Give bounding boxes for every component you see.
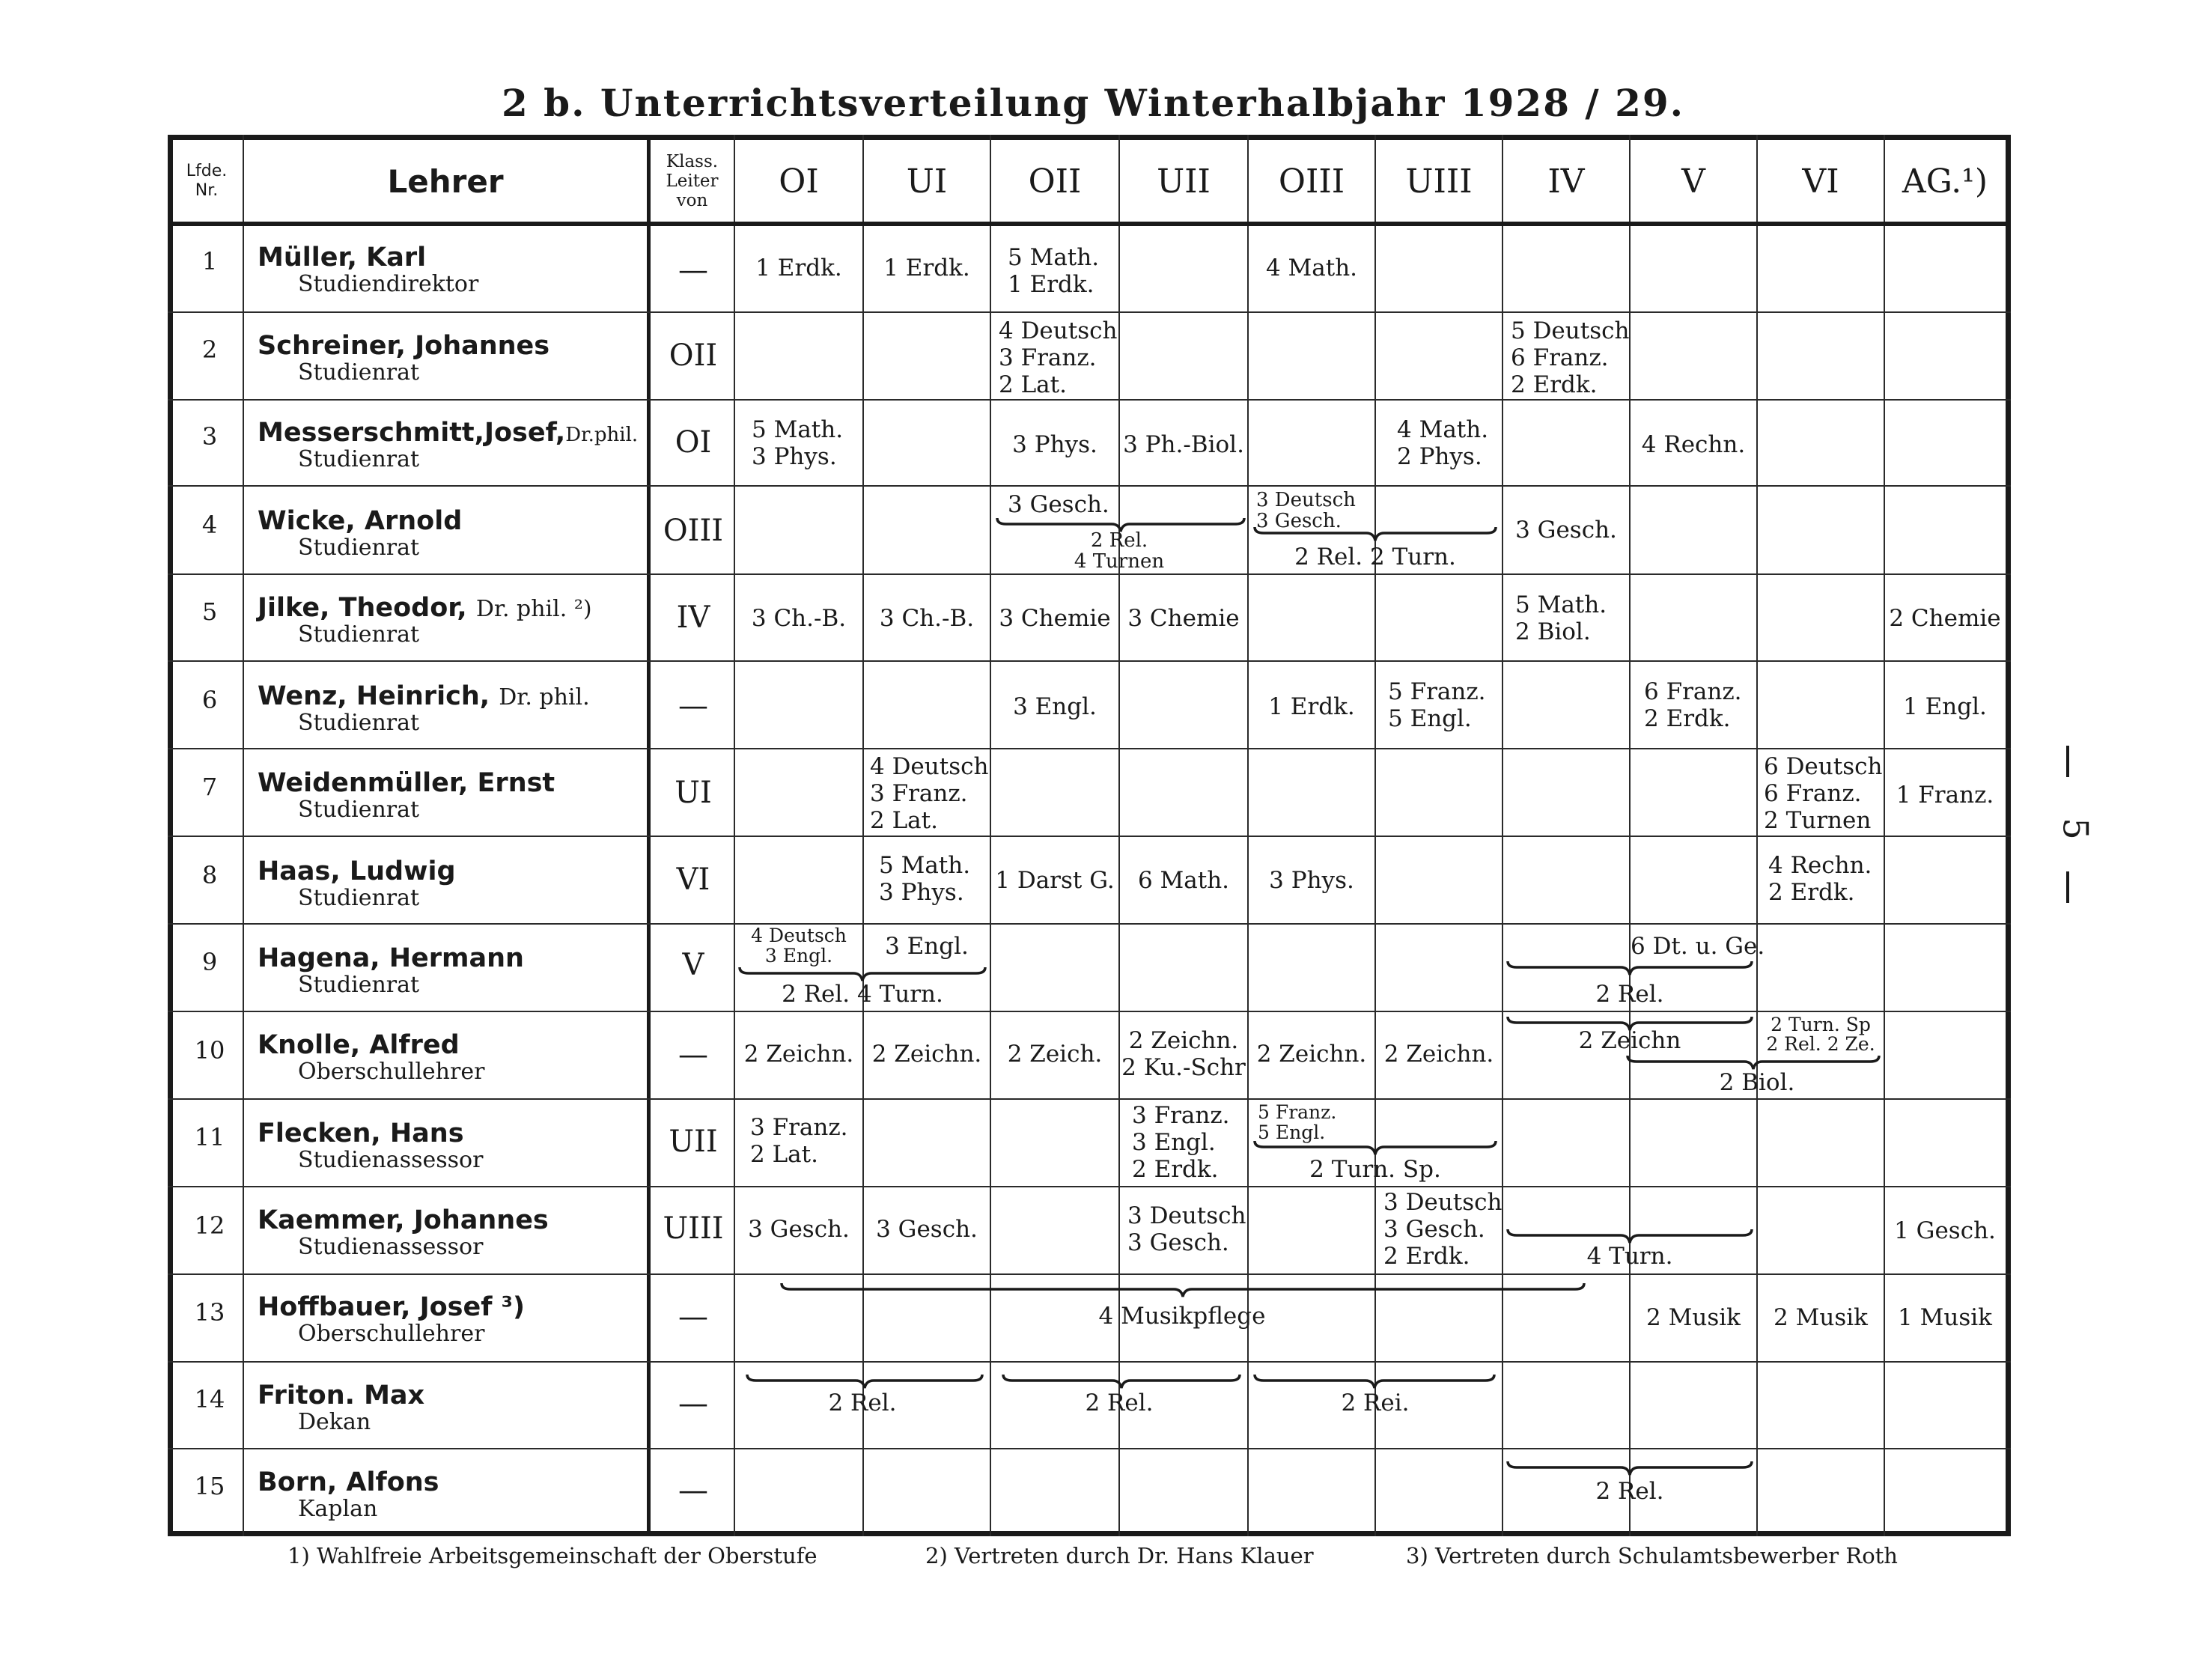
- cell-r5-oi: 3 Ch.-B.: [751, 605, 847, 632]
- class-leader: —: [678, 1473, 708, 1508]
- cell-line: 1 Erdk.: [1008, 271, 1094, 298]
- row-number: 3: [201, 422, 218, 451]
- cell-r4-oii: 3 Gesch.: [1008, 491, 1109, 518]
- class-leader: OI: [675, 425, 712, 460]
- cell-r12-oi: 3 Gesch.: [748, 1216, 850, 1243]
- cell-line: 6 Franz.: [1764, 780, 1862, 807]
- teacher-title: Studienrat: [298, 535, 420, 561]
- cell-line: 3 Engl.: [1132, 1129, 1216, 1156]
- cell-line: 5 Math.: [1008, 244, 1100, 271]
- cell-line: 5 Math.: [1515, 591, 1607, 618]
- cell-r9-oi-ui: 2 Rel. 4 Turn.: [782, 981, 943, 1008]
- cell-line: 4 Deutsch: [870, 753, 989, 780]
- cell-r3-v: 4 Rechn.: [1641, 431, 1746, 458]
- grid-line: [168, 1098, 2011, 1100]
- cell-line: 2 Zeichn.: [1128, 1027, 1239, 1054]
- cell-line: 2 Erdk.: [1132, 1156, 1219, 1183]
- page-number: 5: [2055, 818, 2096, 840]
- row-number: 6: [201, 686, 218, 714]
- row-number: 4: [201, 511, 218, 539]
- cell-line: 3 Phys.: [879, 879, 964, 906]
- footnote-3: 3) Vertreten durch Schulamtsbewerber Roth: [1406, 1543, 1898, 1568]
- cell-line: 4 Math.: [1397, 416, 1489, 443]
- cell-line: 3 Franz.: [999, 344, 1097, 371]
- class-leader: UI: [675, 776, 712, 810]
- teacher-title: Studiendirektor: [298, 271, 479, 297]
- brace-r13-oi-iv: [780, 1282, 1586, 1300]
- cell-line: 4 Turnen: [1074, 550, 1165, 573]
- teacher-name: [258, 418, 638, 448]
- teacher-name: Hoffbauer, Josef ³): [258, 1292, 525, 1322]
- cell-r3-uii: 3 Ph.-Biol.: [1123, 431, 1244, 458]
- cell-r5-ag: 2 Chemie: [1889, 605, 2001, 632]
- class-leader: UIII: [663, 1211, 724, 1246]
- cell-line: 2 Rel.: [1090, 529, 1148, 552]
- cell-r12-ui: 3 Gesch.: [876, 1216, 978, 1243]
- teacher-title: Kaplan: [298, 1496, 378, 1522]
- page-number-dash: [2066, 746, 2069, 777]
- grid-line: [168, 748, 2011, 749]
- teacher-name: Hagena, Hermann: [258, 943, 524, 973]
- teacher-title: Studienrat: [298, 885, 420, 911]
- teacher-title: Studienrat: [298, 359, 420, 386]
- teacher-name: Müller, Karl: [258, 243, 427, 273]
- cell-r2-oii: [999, 317, 1117, 398]
- header-teacher: Lehrer: [387, 162, 504, 200]
- cell-r10-v-vi: 2 Biol.: [1719, 1069, 1795, 1096]
- brace-r15-iv-v: [1506, 1460, 1753, 1478]
- cell-r5-iv: [1515, 591, 1607, 645]
- cell-line: 5 Franz.: [1258, 1101, 1337, 1123]
- cell-r3-uiii: [1397, 416, 1488, 470]
- header-leader-line: von: [676, 191, 708, 210]
- teacher-name: [258, 681, 590, 711]
- header-class-iv: IV: [1547, 162, 1585, 201]
- cell-r11-oiii-uiii: 2 Turn. Sp.: [1309, 1156, 1441, 1183]
- class-leader: OIII: [663, 514, 724, 548]
- cell-line: 2 Phys.: [1397, 443, 1482, 470]
- teacher-title: Oberschullehrer: [298, 1321, 485, 1347]
- teacher-title: Studienassessor: [298, 1147, 484, 1173]
- teacher-name: Flecken, Hans: [258, 1119, 464, 1148]
- cell-r7-ui: [870, 753, 988, 834]
- cell-line: 3 Gesch.: [1127, 1229, 1229, 1256]
- cell-r11-oiii: [1258, 1102, 1336, 1142]
- cell-r9-oi: [735, 925, 862, 966]
- brace-r9-iv-v: [1506, 960, 1753, 978]
- class-leader: —: [678, 1038, 708, 1072]
- grid-line: [168, 1448, 2011, 1449]
- teacher-name-suffix: Dr. phil. ²): [475, 596, 592, 622]
- cell-line: 2 Erdk.: [1383, 1243, 1470, 1270]
- row-number: 1: [201, 247, 218, 276]
- header-class-ui: UI: [906, 162, 948, 201]
- class-leader: UII: [669, 1124, 718, 1159]
- cell-line: 3 Phys.: [752, 443, 837, 470]
- brace-r4-oiii-uiii: [1253, 526, 1497, 544]
- row-number: 2: [201, 335, 218, 364]
- cell-line: 2 Ku.-Schr: [1121, 1054, 1246, 1081]
- class-leader: —: [678, 1387, 708, 1421]
- teacher-name-main: Wenz, Heinrich,: [258, 681, 490, 711]
- teacher-name-main: Messerschmitt,Josef,: [258, 418, 566, 448]
- teacher-title: Studienrat: [298, 797, 420, 823]
- header-class-v: V: [1681, 162, 1705, 201]
- cell-line: 2 Biol.: [1515, 618, 1591, 645]
- teacher-title: Dekan: [298, 1409, 371, 1435]
- cell-r14-oiii-uiii: 2 Rei.: [1341, 1390, 1410, 1416]
- class-leader: OII: [669, 338, 718, 373]
- cell-line: 6 Deutsch: [1764, 753, 1883, 780]
- cell-line: 2 Erdk.: [1644, 705, 1731, 732]
- header-class-ag: AG.¹): [1902, 162, 1988, 201]
- cell-line: 3 Engl.: [764, 945, 833, 967]
- cell-r4-oii-uii: [991, 530, 1247, 572]
- header-leader-line: Klass.: [666, 152, 719, 171]
- row-number: 10: [194, 1036, 225, 1065]
- teacher-title: Studienassessor: [298, 1234, 484, 1260]
- cell-line: 3 Franz.: [1132, 1102, 1230, 1129]
- cell-r13-ag: 1 Musik: [1898, 1304, 1992, 1331]
- header-nr-line: Nr.: [195, 181, 219, 200]
- cell-line: 4 Deutsch: [751, 925, 847, 946]
- cell-r14-oii-uii: 2 Rel.: [1085, 1390, 1154, 1416]
- grid-line: [168, 573, 2011, 575]
- cell-r3-oi: [752, 416, 843, 470]
- grid-line: [168, 399, 2011, 401]
- cell-r9-iv-v: 2 Rel.: [1595, 981, 1664, 1008]
- footnote-1: 1) Wahlfreie Arbeitsgemeinschaft der Oberstufe: [287, 1543, 818, 1568]
- cell-r4-oiii-uiii: 2 Rel. 2 Turn.: [1294, 544, 1456, 570]
- grid-line: [168, 1361, 2011, 1363]
- grid-line: [168, 485, 2011, 487]
- cell-r7-ag: 1 Franz.: [1896, 782, 1994, 809]
- cell-line: 4 Deutsch: [999, 317, 1118, 344]
- cell-line: 2 Lat.: [870, 807, 938, 834]
- grid-line: [168, 1186, 2011, 1187]
- cell-line: 2 Erdk.: [1768, 879, 1855, 906]
- cell-line: 2 Lat.: [750, 1141, 818, 1168]
- cell-r6-v: [1644, 678, 1742, 732]
- brace-r14-oiii-uiii: [1253, 1373, 1496, 1391]
- cell-line: 2 Turn. Sp: [1771, 1014, 1871, 1035]
- teacher-name: Weidenmüller, Ernst: [258, 768, 555, 798]
- cell-r2-iv: [1511, 317, 1629, 398]
- cell-r8-oii: 1 Darst G.: [995, 867, 1115, 894]
- teacher-title: Studienrat: [298, 972, 420, 998]
- teacher-name: Knolle, Alfred: [258, 1030, 460, 1060]
- cell-r7-vi: [1764, 753, 1882, 834]
- cell-line: 5 Engl.: [1388, 705, 1472, 732]
- cell-r10-vi: [1758, 1015, 1884, 1054]
- cell-r8-uii: 6 Math.: [1137, 867, 1230, 894]
- cell-line: 6 Franz.: [1644, 678, 1742, 705]
- page-number-dash: [2066, 871, 2069, 903]
- cell-r8-vi: [1768, 852, 1872, 906]
- cell-r3-oii: 3 Phys.: [1012, 431, 1097, 458]
- cell-r13-v: 2 Musik: [1646, 1304, 1741, 1331]
- teacher-name: Wicke, Arnold: [258, 506, 463, 536]
- footnote-2: 2) Vertreten durch Dr. Hans Klauer: [925, 1543, 1314, 1568]
- teacher-name-main: Jilke, Theodor,: [258, 593, 467, 623]
- class-leader: VI: [676, 862, 710, 897]
- grid-line: [168, 1011, 2011, 1012]
- page-title: 2 b. Unterrichtsverteilung Winterhalbjahr 1928 / 29.: [501, 81, 1685, 125]
- cell-r4-iv: 3 Gesch.: [1515, 517, 1617, 544]
- cell-line: 3 Gesch.: [1256, 510, 1342, 532]
- cell-r10-ui: 2 Zeichn.: [871, 1041, 982, 1068]
- row-number: 13: [194, 1298, 225, 1327]
- cell-r10-uii: [1120, 1027, 1247, 1081]
- teacher-title: Studienrat: [298, 710, 420, 736]
- teacher-title: Studienrat: [298, 446, 420, 472]
- brace-r14-oii-uii: [1002, 1373, 1241, 1391]
- cell-line: 2 Erdk.: [1511, 371, 1598, 398]
- cell-r10-iv-v: 2 Zeichn: [1578, 1027, 1681, 1054]
- cell-r10-uiii: 2 Zeichn.: [1383, 1041, 1494, 1068]
- cell-r14-oi-ui: 2 Rel.: [828, 1390, 897, 1416]
- cell-line: 5 Engl.: [1258, 1121, 1326, 1143]
- cell-line: 3 Franz.: [750, 1114, 848, 1141]
- row-number: 9: [201, 948, 218, 976]
- cell-r11-oi: [750, 1114, 848, 1168]
- cell-line: 5 Math.: [879, 852, 971, 879]
- cell-line: 2 Lat.: [999, 371, 1067, 398]
- header-class-vi: VI: [1802, 162, 1839, 201]
- row-number: 5: [201, 597, 218, 626]
- teacher-name: [258, 593, 592, 623]
- cell-line: 5 Franz.: [1388, 678, 1486, 705]
- cell-line: 3 Deutsch: [1256, 489, 1356, 511]
- cell-r13-oi-iv: 4 Musikpflege: [1098, 1303, 1266, 1330]
- cell-r12-ag: 1 Gesch.: [1894, 1217, 1996, 1244]
- class-leader: V: [682, 948, 704, 982]
- grid-line: [168, 311, 2011, 313]
- cell-r10-oi: 2 Zeichn.: [743, 1041, 854, 1068]
- cell-r6-oiii: 1 Erdk.: [1268, 693, 1355, 720]
- cell-r13-vi: 2 Musik: [1774, 1304, 1868, 1331]
- header-class-oii: OII: [1028, 162, 1082, 201]
- header-leader: [651, 142, 734, 220]
- header-leader-line: Leiter: [666, 171, 719, 191]
- row-number: 14: [194, 1385, 225, 1413]
- cell-r9-v: 6 Dt. u. Ge.: [1631, 933, 1765, 960]
- header-nr-line: Lfde.: [186, 162, 228, 180]
- cell-line: 4 Rechn.: [1768, 852, 1872, 879]
- cell-r10-oii: 2 Zeich.: [1007, 1041, 1103, 1068]
- class-leader: —: [678, 253, 708, 287]
- cell-r12-iv-v: 4 Turn.: [1586, 1243, 1673, 1270]
- cell-r1-ui: 1 Erdk.: [883, 255, 970, 281]
- teacher-title: Oberschullehrer: [298, 1059, 485, 1085]
- grid-line: [168, 836, 2011, 837]
- header-class-oiii: OIII: [1278, 162, 1345, 201]
- row-number: 7: [201, 773, 218, 801]
- cell-line: 5 Math.: [752, 416, 844, 443]
- teacher-title: Studienrat: [298, 621, 420, 648]
- teacher-name: Kaemmer, Johannes: [258, 1205, 549, 1235]
- grid-line: [168, 222, 2011, 226]
- teacher-name: Friton. Max: [258, 1381, 425, 1410]
- cell-line: 2 Turnen: [1764, 807, 1872, 834]
- cell-line: 5 Deutsch: [1511, 317, 1630, 344]
- header-nr: [171, 142, 243, 220]
- header-class-uii: UII: [1157, 162, 1211, 201]
- row-number: 12: [194, 1211, 225, 1240]
- class-leader: IV: [676, 600, 710, 635]
- cell-r8-ui: [879, 852, 970, 906]
- cell-r12-uiii: [1383, 1189, 1502, 1270]
- grid-line: [168, 1273, 2011, 1275]
- header-class-uiii: UIII: [1405, 162, 1473, 201]
- row-number: 11: [194, 1123, 225, 1151]
- cell-r9-ui: 3 Engl.: [885, 933, 969, 960]
- cell-r8-oiii: 3 Phys.: [1269, 867, 1354, 894]
- header-class-oi: OI: [779, 162, 819, 201]
- grid-line: [168, 660, 2011, 662]
- cell-r1-oiii: 4 Math.: [1265, 255, 1358, 281]
- teacher-name: Born, Alfons: [258, 1467, 439, 1497]
- cell-r6-uiii: [1388, 678, 1486, 732]
- class-leader: —: [678, 1300, 708, 1334]
- cell-line: 3 Deutsch: [1127, 1202, 1246, 1229]
- grid-line: [168, 923, 2011, 925]
- row-number: 8: [201, 861, 218, 889]
- cell-r5-uii: 3 Chemie: [1127, 605, 1240, 632]
- teacher-name-suffix: Dr. phil.: [499, 684, 590, 710]
- cell-r12-uii: [1127, 1202, 1246, 1256]
- brace-r14-oi-ui: [746, 1373, 984, 1391]
- cell-r6-ag: 1 Engl.: [1903, 693, 1987, 720]
- cell-r1-oi: 1 Erdk.: [755, 255, 842, 281]
- cell-r10-oiii: 2 Zeichn.: [1256, 1041, 1367, 1068]
- row-number: 15: [194, 1472, 225, 1500]
- cell-line: 3 Franz.: [870, 780, 968, 807]
- cell-r5-oii: 3 Chemie: [999, 605, 1111, 632]
- cell-r6-oii: 3 Engl.: [1013, 693, 1097, 720]
- cell-line: 6 Franz.: [1511, 344, 1609, 371]
- cell-line: 2 Rel. 2 Ze.: [1766, 1033, 1875, 1055]
- brace-r11-oiii-uiii: [1253, 1139, 1497, 1157]
- cell-r15-iv-v: 2 Rel.: [1595, 1478, 1664, 1505]
- cell-line: 3 Gesch.: [1383, 1216, 1485, 1243]
- cell-line: 3 Deutsch: [1383, 1189, 1503, 1216]
- teacher-name: Haas, Ludwig: [258, 856, 456, 886]
- cell-r11-uii: [1132, 1102, 1230, 1183]
- teacher-name: Schreiner, Johannes: [258, 331, 550, 361]
- class-leader: —: [678, 689, 708, 723]
- cell-r1-oii: [1008, 244, 1099, 298]
- cell-r5-ui: 3 Ch.-B.: [879, 605, 975, 632]
- teacher-name-suffix: Dr.phil.: [565, 424, 639, 446]
